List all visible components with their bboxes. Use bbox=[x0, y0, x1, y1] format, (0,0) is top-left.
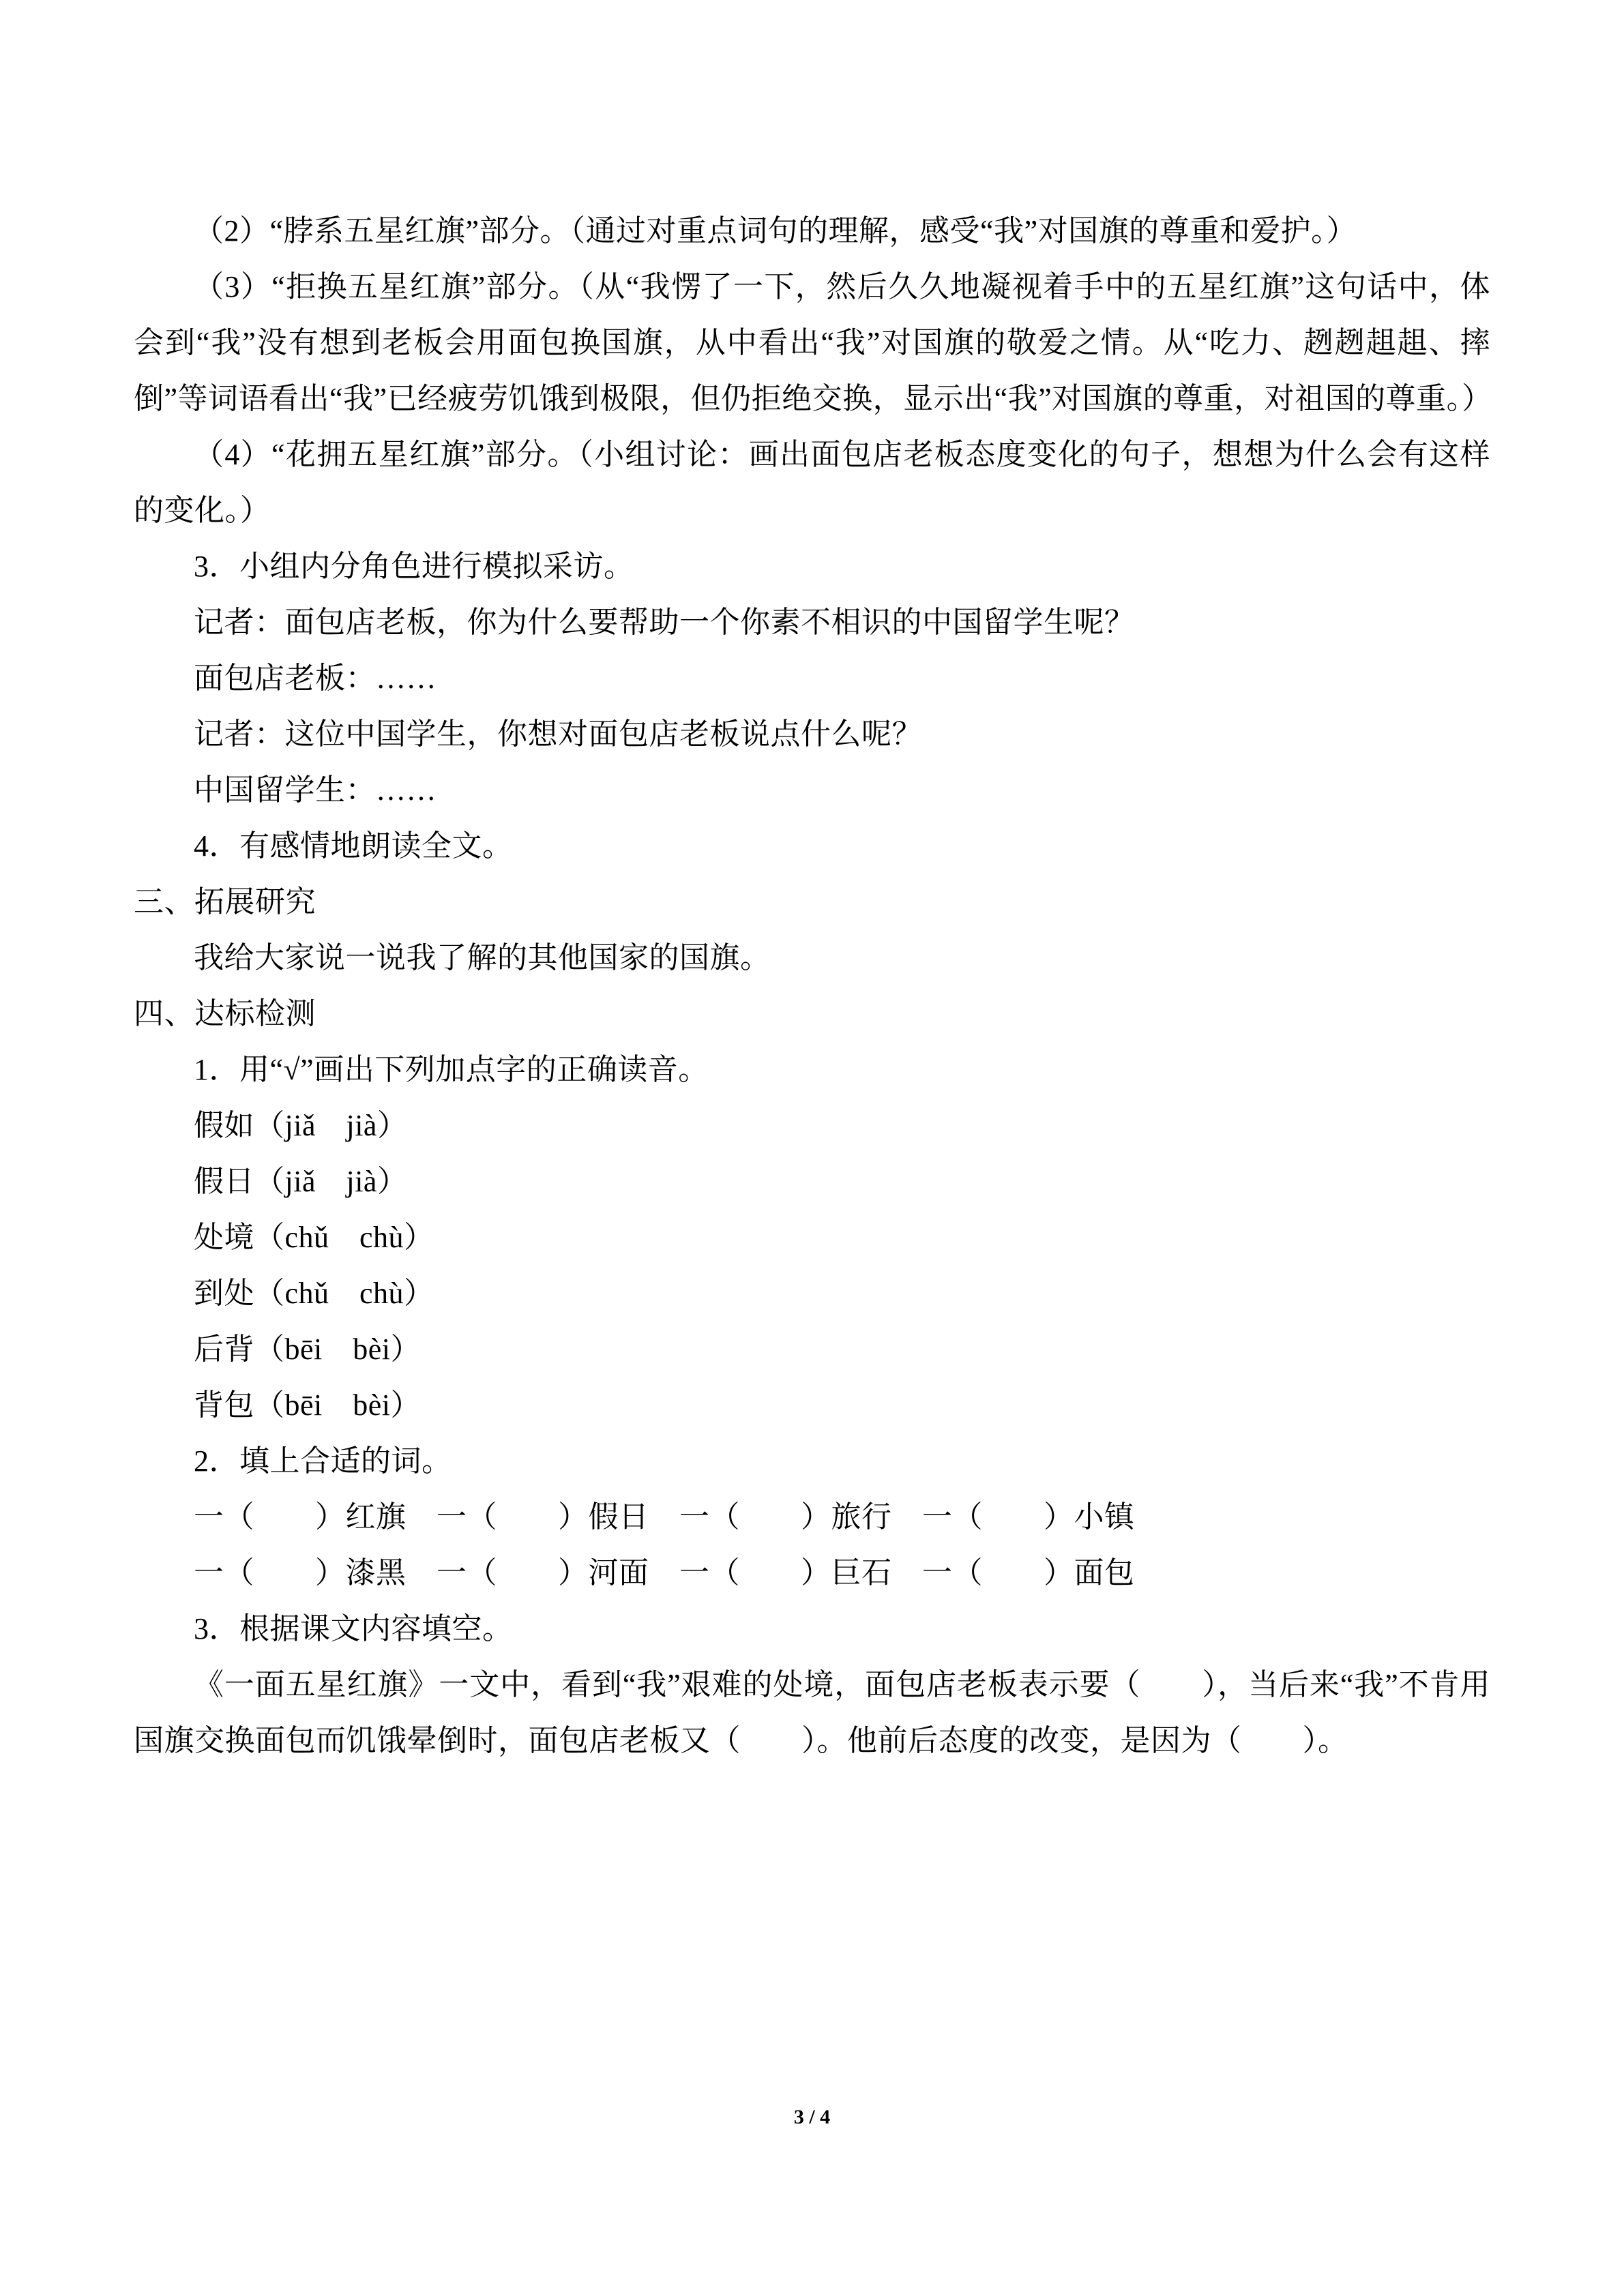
paragraph-expansion-task: 我给大家说一说我了解的其他国家的国旗。 bbox=[194, 941, 771, 974]
paragraph-pinyin-houbei: 后背（bēi bèi） bbox=[194, 1332, 422, 1366]
section-heading-expansion: 三、拓展研究 bbox=[134, 885, 316, 919]
paragraph-analysis-step4: （4）“花拥五星红旗”部分。（小组讨论：画出面包店老板态度变化的句子，想想为什么会有这样的变化。） bbox=[134, 438, 1490, 527]
paragraph-pinyin-jiaru: 假如（jiǎ jià） bbox=[194, 1109, 408, 1142]
paragraph-pinyin-jiari: 假日（jiǎ jià） bbox=[194, 1165, 408, 1198]
paragraph-exercise1-intro: 1．用“√”画出下列加点字的正确读音。 bbox=[194, 1053, 709, 1086]
paragraph-pinyin-daochu: 到处（chǔ chù） bbox=[194, 1277, 434, 1310]
paragraph-read-aloud: 4．有感情地朗读全文。 bbox=[194, 829, 513, 863]
section-heading-assessment: 四、达标检测 bbox=[134, 997, 316, 1030]
paragraph-analysis-step3: （3）“拒换五星红旗”部分。（从“我愣了一下，然后久久地凝视着手中的五星红旗”这句话中，体会到“我”没有想到老板会用面包换国旗，从中看出“我”对国旗的敬爱之情。从“吃力、趔趔趄趄、摔倒”等词语看出“我”已经疲劳饥饿到极限，但仍拒绝交换，显示出“我”对国旗的尊重，对祖国的尊重。） bbox=[134, 270, 1492, 415]
paragraph-shop-owner-answer: 面包店老板：…… bbox=[194, 661, 437, 695]
paragraph-student-answer: 中国留学生：…… bbox=[194, 773, 437, 807]
paragraph-analysis-step2: （2）“脖系五星红旗”部分。（通过对重点词句的理解，感受“我”对国旗的尊重和爱护。） bbox=[194, 214, 1357, 248]
paragraph-fill-words-row2: 一（ ）漆黑 一（ ）河面 一（ ）巨石 一（ ）面包 bbox=[194, 1556, 1135, 1590]
paragraph-fill-words-row1: 一（ ）红旗 一（ ）假日 一（ ）旅行 一（ ）小镇 bbox=[194, 1500, 1135, 1534]
paragraph-reporter-question2: 记者：这位中国学生，你想对面包店老板说点什么呢？ bbox=[194, 717, 922, 751]
paragraph-pinyin-beibao: 背包（bēi bèi） bbox=[194, 1388, 422, 1422]
paragraph-roleplay-intro: 3．小组内分角色进行模拟采访。 bbox=[194, 550, 634, 583]
paragraph-exercise3-intro: 3．根据课文内容填空。 bbox=[194, 1612, 513, 1645]
paragraph-pinyin-chujing: 处境（chǔ chù） bbox=[194, 1221, 434, 1254]
page-number: 3 / 4 bbox=[793, 2106, 831, 2128]
paragraph-exercise2-intro: 2．填上合适的词。 bbox=[194, 1444, 452, 1478]
paragraph-fill-blanks-passage: 《一面五星红旗》一文中，看到“我”艰难的处境，面包店老板表示要（ ），当后来“我”不肯用国旗交换面包而饥饿晕倒时，面包店老板又（ ）。他前后态度的改变，是因为（ ）。 bbox=[134, 1668, 1490, 1757]
document-content bbox=[134, 203, 1490, 1769]
paragraph-reporter-question1: 记者：面包店老板，你为什么要帮助一个你素不相识的中国留学生呢？ bbox=[194, 606, 1135, 639]
